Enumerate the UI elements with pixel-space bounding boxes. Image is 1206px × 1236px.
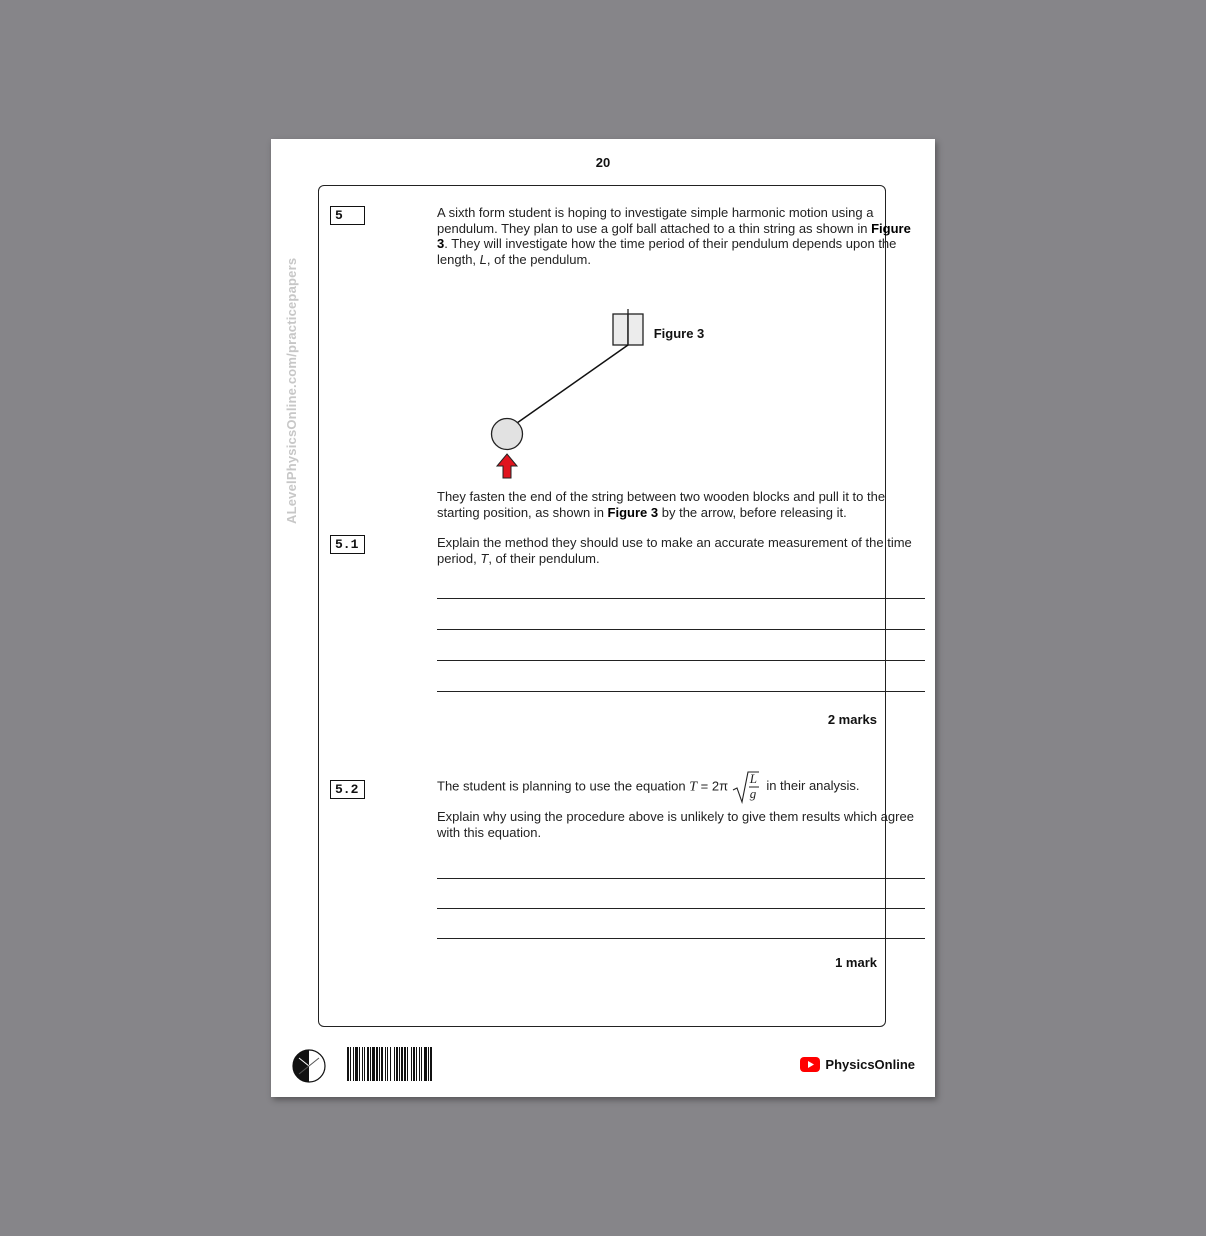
red-arrow-icon: [497, 454, 517, 478]
answer-line-5-1-c[interactable]: [437, 660, 925, 661]
barcode-bar: [424, 1047, 427, 1081]
fraction-denominator: g: [749, 786, 757, 801]
figure-caption: Figure 3: [653, 326, 705, 341]
answer-line-5-1-d[interactable]: [437, 691, 925, 692]
barcode-bar: [367, 1047, 369, 1081]
brand-name: PhysicsOnline: [825, 1057, 915, 1072]
answer-line-5-1-b[interactable]: [437, 629, 925, 630]
golf-ball: [492, 419, 523, 450]
subquestion-5-2-number: 5.2: [330, 780, 365, 799]
side-watermark-url: ALevelPhysicsOnline.com/practicepapers: [284, 257, 299, 524]
answer-line-5-2-c[interactable]: [437, 938, 925, 939]
barcode-bar: [387, 1047, 388, 1081]
barcode-bar: [428, 1047, 429, 1081]
barcode-bar: [350, 1047, 351, 1081]
wooden-block-left: [613, 314, 628, 345]
equation-T: T: [689, 779, 698, 795]
barcode-bar: [385, 1047, 386, 1081]
barcode-bar: [416, 1047, 417, 1081]
subquestion-5-1-number: 5.1: [330, 535, 365, 554]
barcode-bar: [372, 1047, 375, 1081]
barcode-bar: [353, 1047, 354, 1081]
barcode-bar: [362, 1047, 363, 1081]
question-number-box: 5: [330, 206, 365, 225]
answer-line-5-2-b[interactable]: [437, 908, 925, 909]
barcode-bar: [404, 1047, 406, 1081]
barcode-bar: [379, 1047, 380, 1081]
barcode-bar: [421, 1047, 422, 1081]
barcode-bar: [419, 1047, 420, 1081]
marks-5-1: 2 marks: [827, 712, 877, 727]
marks-5-2: 1 mark: [835, 955, 877, 970]
exam-page: [271, 139, 935, 1097]
figure-reference: Figure 3: [437, 220, 911, 251]
question-frame: [318, 185, 914, 1027]
barcode-bar: [411, 1047, 412, 1081]
barcode-bar: [401, 1047, 403, 1081]
youtube-play-icon: [800, 1057, 820, 1072]
subquestion-5-1-text: Explain the method they should use to make an accurate measurement of the time period, T, of their pendulum.: [437, 535, 912, 566]
pendulum-string: [517, 345, 628, 423]
barcode-bar: [430, 1047, 432, 1081]
barcode-bar: [407, 1047, 408, 1081]
barcode: [347, 1047, 487, 1083]
exam-board-logo: [292, 1049, 326, 1083]
pendulum-figure: [479, 306, 659, 486]
equation-line: The student is planning to use the equation T = 2π L g in their analysis.: [437, 770, 860, 804]
question-intro: A sixth form student is hoping to investigate simple harmonic motion using a pendulum. They plan to use a golf ball attached to a thin string as shown in Figure 3. They will investigate how the time period of their pendulum depends upon the length, L, of the pendulum.: [437, 205, 911, 267]
brand-footer: [800, 1057, 915, 1072]
page-number: 20: [595, 155, 611, 170]
barcode-bar: [390, 1047, 391, 1081]
fraction-numerator: L: [749, 771, 757, 786]
subquestion-5-2-text: Explain why using the procedure above is unlikely to give them results which agree with this equation.: [437, 809, 914, 840]
barcode-bar: [370, 1047, 371, 1081]
barcode-bar: [359, 1047, 360, 1081]
barcode-bar: [364, 1047, 365, 1081]
barcode-bar: [376, 1047, 378, 1081]
wooden-block-right: [628, 314, 643, 345]
answer-line-5-2-a[interactable]: [437, 878, 925, 879]
barcode-bar: [381, 1047, 383, 1081]
procedure-text: They fasten the end of the string between two wooden blocks and pull it to the starting position, as shown in Figure 3 by the arrow, before releasing it.: [437, 489, 886, 520]
barcode-bar: [413, 1047, 415, 1081]
barcode-bar: [396, 1047, 398, 1081]
barcode-bar: [394, 1047, 395, 1081]
barcode-bar: [355, 1047, 358, 1081]
barcode-bar: [347, 1047, 349, 1081]
answer-line-5-1-a[interactable]: [437, 598, 925, 599]
square-root: [732, 770, 760, 804]
barcode-bar: [399, 1047, 400, 1081]
